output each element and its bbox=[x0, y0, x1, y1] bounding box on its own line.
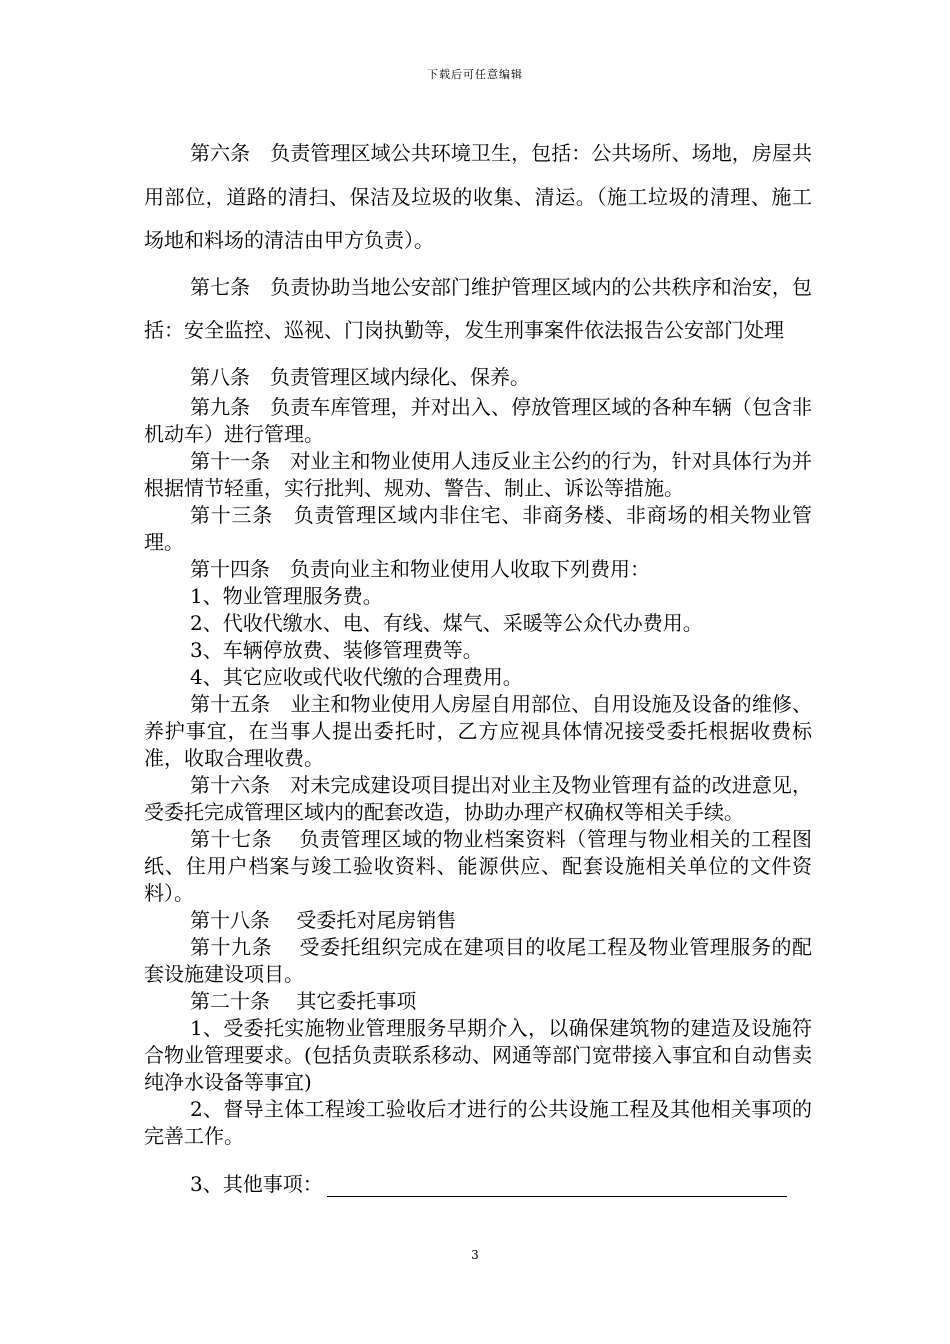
other-matters-label: 3、其他事项： bbox=[190, 1171, 323, 1196]
article-16: 第十六条 对未完成建设项目提出对业主及物业管理有益的改进意见，受委托完成管理区域内的配套改造，协助办理产权确权等相关手续。 bbox=[144, 772, 812, 824]
article-8: 第八条 负责管理区域内绿化、保养。 bbox=[190, 364, 530, 389]
article-7: 第七条 负责协助当地公安部门维护管理区域内的公共秩序和治安，包括：安全监控、巡视、门岗执勤等，发生刑事案件依法报告公安部门处理 bbox=[144, 274, 812, 343]
article-19: 第十九条 受委托组织完成在建项目的收尾工程及物业管理服务的配套设施建设项目。 bbox=[144, 934, 812, 986]
entrusted-item-2: 2、督导主体工程竣工验收后才进行的公共设施工程及其他相关事项的完善工作。 bbox=[144, 1096, 812, 1148]
article-18: 第十八条 受委托对尾房销售 bbox=[190, 907, 457, 932]
fee-item-1: 1、物业管理服务费。 bbox=[190, 583, 383, 608]
fee-item-2: 2、代收代缴水、电、有线、煤气、采暖等公众代办费用。 bbox=[190, 610, 703, 635]
article-11: 第十一条 对业主和物业使用人违反业主公约的行为，针对具体行为并根据情节轻重，实行批判、规劝、警告、制止、诉讼等措施。 bbox=[144, 448, 812, 500]
fill-in-blank-line bbox=[327, 1176, 787, 1197]
article-6: 第六条 负责管理区域公共环境卫生，包括：公共场所、场地，房屋共用部位，道路的清扫、保洁及垃圾的收集、清运。（施工垃圾的清理、施工场地和料场的清洁由甲方负责）。 bbox=[144, 141, 812, 253]
article-13: 第十三条 负责管理区域内非住宅、非商务楼、非商场的相关物业管理。 bbox=[144, 502, 812, 554]
fee-item-3: 3、车辆停放费、装修管理费等。 bbox=[190, 637, 483, 662]
document-body bbox=[144, 132, 812, 1199]
entrusted-item-3 bbox=[144, 1169, 812, 1199]
fee-item-4: 4、其它应收或代收代缴的合理费用。 bbox=[190, 664, 523, 689]
page-number: 3 bbox=[471, 1248, 479, 1262]
article-14: 第十四条 负责向业主和物业使用人收取下列费用： bbox=[190, 556, 650, 581]
entrusted-item-1: 1、受委托实施物业管理服务早期介入，以确保建筑物的建造及设施符合物业管理要求。(包括负责联系移动、网通等部门宽带接入事宜和自动售卖纯净水设备等事宜) bbox=[144, 1015, 812, 1094]
article-15: 第十五条 业主和物业使用人房屋自用部位、自用设施及设备的维修、养护事宜，在当事人提出委托时，乙方应视具体情况接受委托根据收费标准，收取合理收费。 bbox=[144, 691, 812, 770]
article-17: 第十七条 负责管理区域的物业档案资料（管理与物业相关的工程图纸、住用户档案与竣工验收资料、能源供应、配套设施相关单位的文件资料）。 bbox=[144, 826, 812, 905]
page-header: 下载后可任意编辑 bbox=[427, 68, 523, 81]
article-9: 第九条 负责车库管理，并对出入、停放管理区域的各种车辆（包含非机动车）进行管理。 bbox=[144, 394, 812, 446]
article-20: 第二十条 其它委托事项 bbox=[190, 988, 417, 1013]
